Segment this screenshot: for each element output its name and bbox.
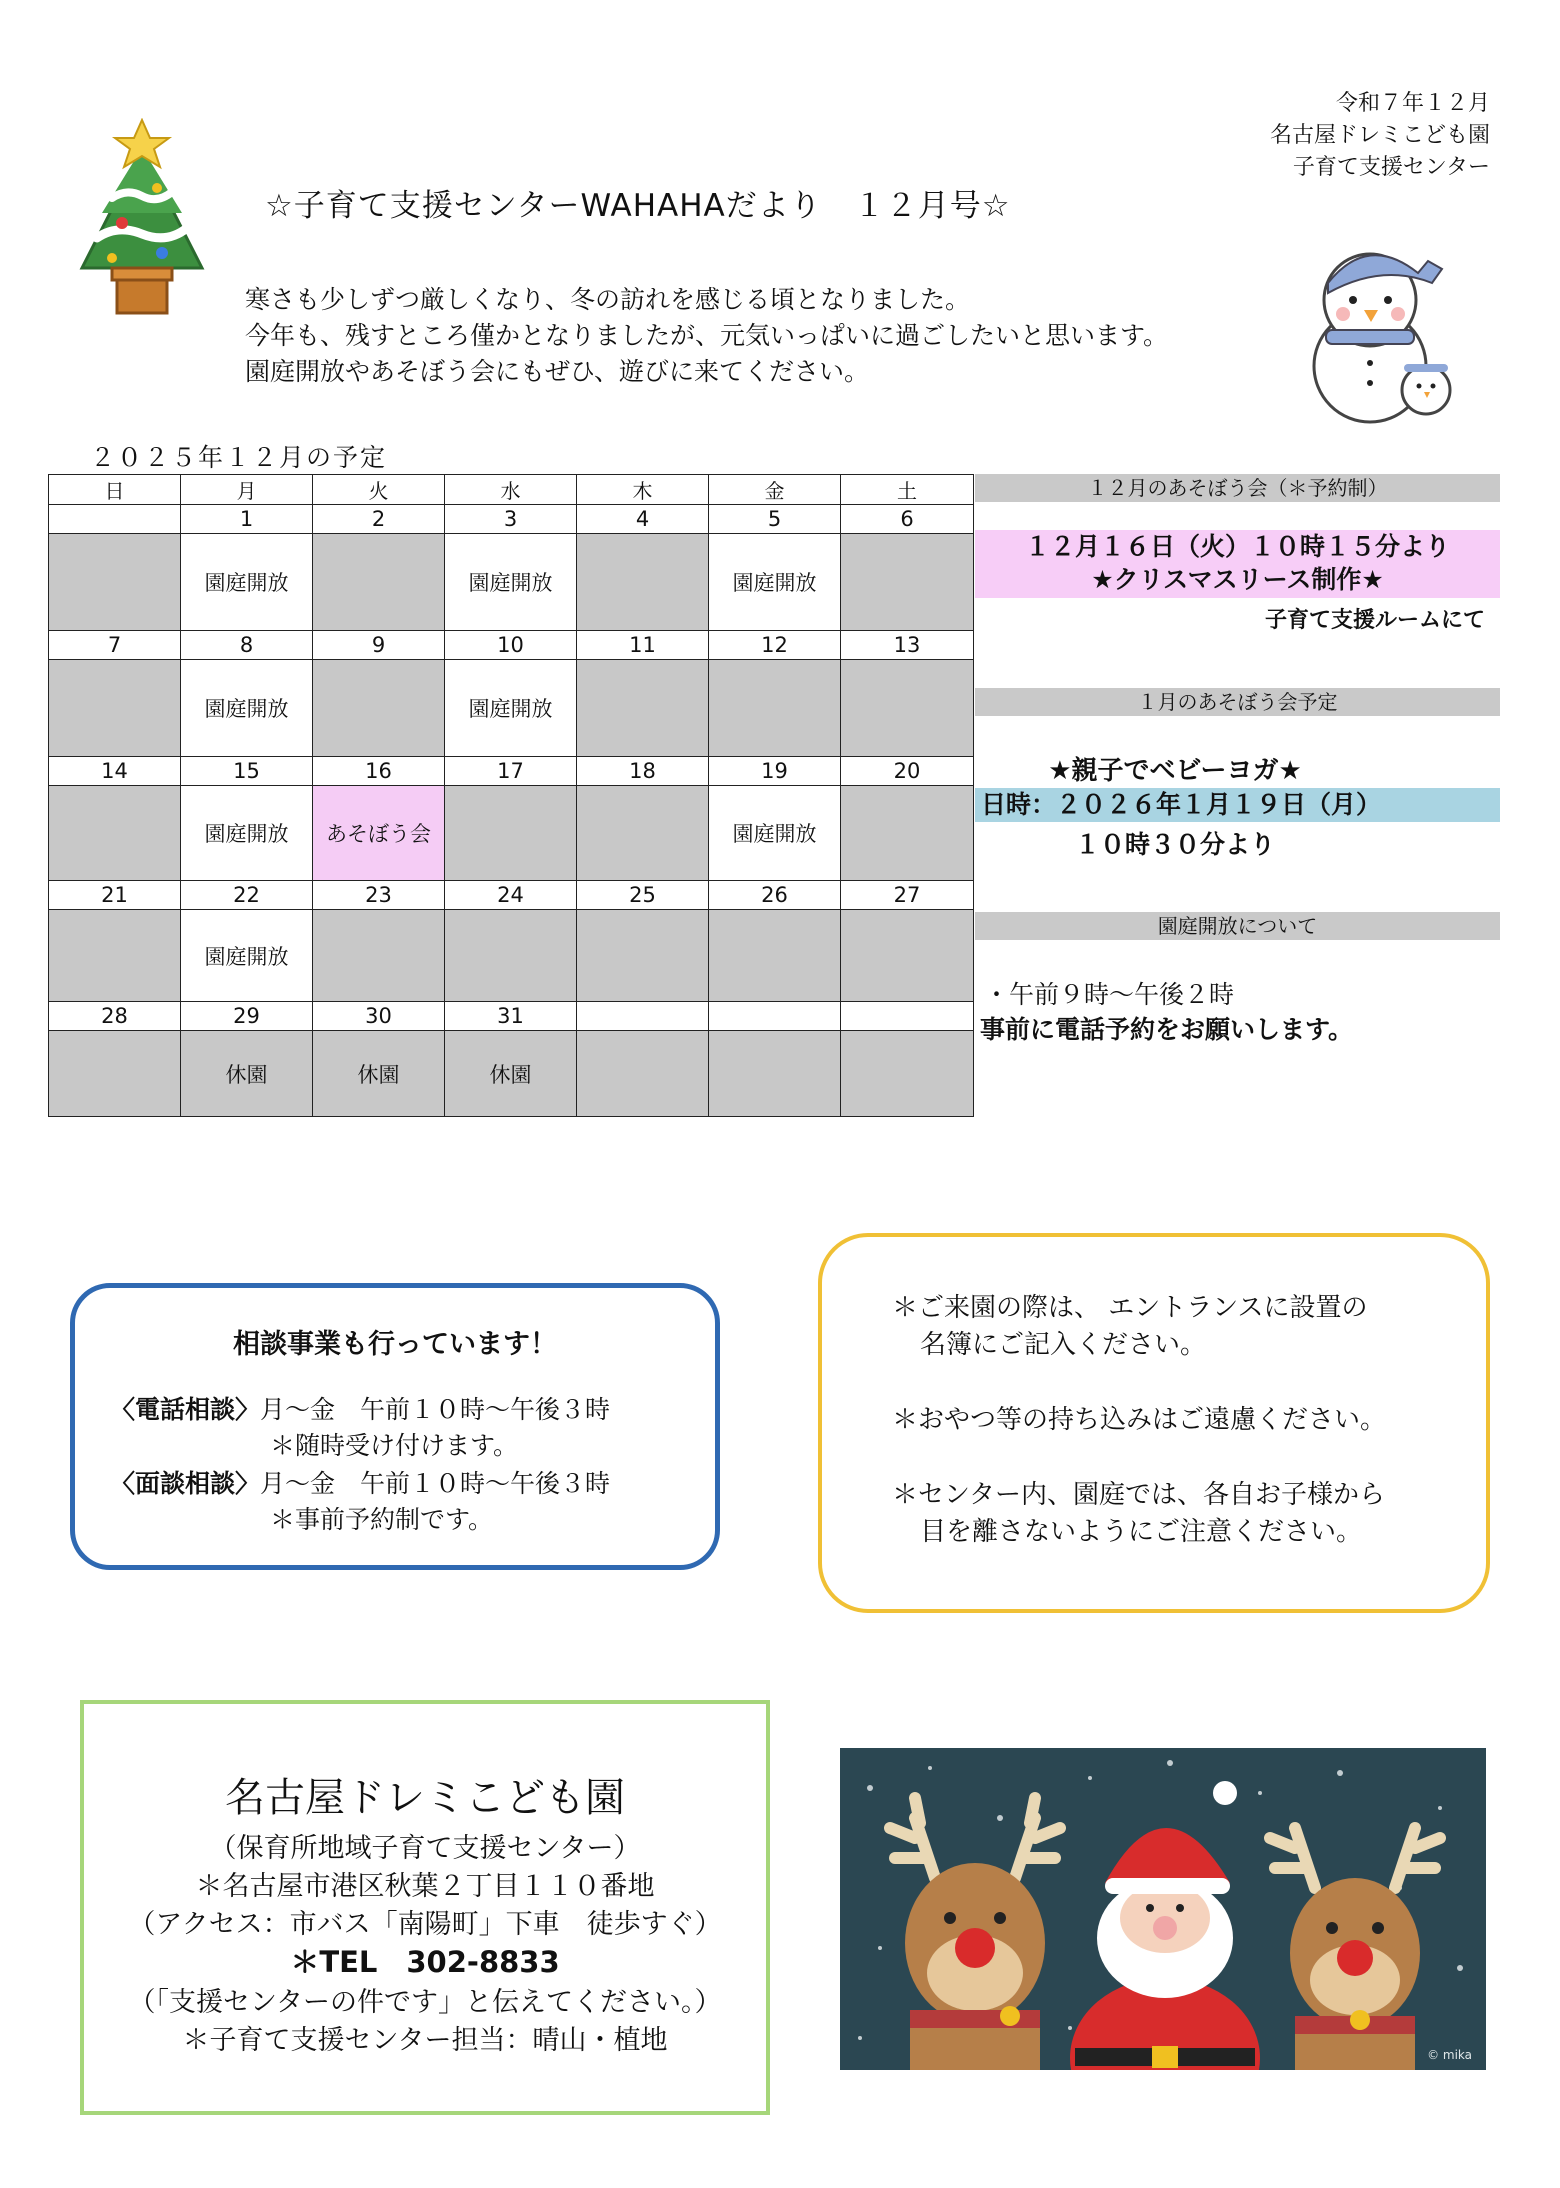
date-cell: 19: [709, 757, 841, 786]
date-cell: 6: [841, 505, 974, 534]
december-event-date: １２月１６日（火）１０時１５分より: [1024, 532, 1450, 561]
event-cell: [313, 786, 445, 881]
event-cell: [181, 534, 313, 631]
date-cell: 18: [577, 757, 709, 786]
greeting-message: [245, 282, 1168, 390]
event-row: [49, 786, 974, 881]
weekday-cell: 火: [313, 475, 445, 505]
note-line: ＊ご来園の際は、 エントランスに設置の: [892, 1293, 1368, 1323]
date-cell: 29: [181, 1002, 313, 1031]
december-event-title: ★クリスマスリース制作★: [1091, 565, 1384, 594]
date-cell: 16: [313, 757, 445, 786]
date-cell: 4: [577, 505, 709, 534]
christmas-tree-icon: [62, 118, 222, 326]
event-cell: [709, 534, 841, 631]
weekday-cell: 水: [445, 475, 577, 505]
contact-box: [80, 1700, 770, 2115]
org-name: 名古屋ドレミこども園: [1269, 123, 1490, 148]
contact-address: ＊名古屋市港区秋葉２丁目１１０番地: [195, 1871, 655, 1902]
note-line: ＊おやつ等の持ち込みはご遠慮ください。: [892, 1405, 1387, 1435]
january-event-time: １０時３０分より: [1074, 830, 1275, 859]
greeting-line: 今年も、残すところ僅かとなりましたが、元気いっぱいに過ごしたいと思います。: [245, 321, 1169, 350]
event-cell: [181, 910, 313, 1002]
event-cell: [709, 660, 841, 757]
event-cell: [841, 534, 974, 631]
date-row: [49, 631, 974, 660]
garden-open-header: 園庭開放について: [975, 912, 1500, 940]
event-label: 園庭開放: [204, 697, 289, 721]
illustration-credit: © mika: [1427, 2048, 1472, 2062]
weekday-cell: 木: [577, 475, 709, 505]
event-cell: [313, 910, 445, 1002]
date-cell: 5: [709, 505, 841, 534]
date-cell: 2: [313, 505, 445, 534]
newsletter-title: ☆子育て支援センターWAHAHAだより １２月号☆: [265, 188, 1011, 224]
phone-consult-note: ＊随時受け付けます。: [270, 1431, 519, 1460]
event-cell: [577, 910, 709, 1002]
date-cell: 3: [445, 505, 577, 534]
january-event-header: １月のあそぼう会予定: [975, 688, 1500, 716]
event-cell: [577, 660, 709, 757]
date-cell: 1: [181, 505, 313, 534]
event-cell: [709, 786, 841, 881]
date-cell: 12: [709, 631, 841, 660]
garden-open-hours: ・午前９時～午後２時: [984, 980, 1235, 1009]
event-cell: [181, 786, 313, 881]
event-cell: [577, 786, 709, 881]
date-cell: 11: [577, 631, 709, 660]
date-cell: [49, 505, 181, 534]
contact-name: 名古屋ドレミこども園: [225, 1775, 625, 1821]
note-line: 目を離さないようにご注意ください。: [920, 1517, 1363, 1547]
greeting-line: 寒さも少しずつ厳しくなり、冬の訪れを感じる頃となりました。: [245, 285, 971, 314]
event-cell: [313, 534, 445, 631]
phone-consult-label: 〈電話相談〉: [110, 1395, 261, 1424]
event-cell: [841, 1031, 974, 1117]
event-cell: [577, 1031, 709, 1117]
event-cell: [709, 910, 841, 1002]
event-label: 園庭開放: [732, 571, 817, 595]
event-cell: [49, 534, 181, 631]
phone-consult-time: 月～金 午前１０時～午後３時: [260, 1395, 611, 1424]
reindeer-santa-illustration: [840, 1748, 1486, 2070]
event-cell: [445, 1031, 577, 1117]
event-row: [49, 910, 974, 1002]
date-cell: 7: [49, 631, 181, 660]
date-cell: 24: [445, 881, 577, 910]
contact-tel-note: （「支援センターの件です」と伝えてください。）: [128, 1987, 722, 2018]
date-cell: 30: [313, 1002, 445, 1031]
date-cell: 8: [181, 631, 313, 660]
schedule-caption: ２０２５年１２月の予定: [90, 443, 388, 472]
contact-staff: ＊子育て支援センター担当：晴山・植地: [182, 2025, 668, 2056]
january-event-date: 日時：２０２６年１月１９日（月）: [975, 788, 1500, 822]
meet-consult-label: 〈面談相談〉: [110, 1469, 261, 1498]
date-cell: [577, 1002, 709, 1031]
date-cell: 28: [49, 1002, 181, 1031]
weekday-cell: 金: [709, 475, 841, 505]
event-label: 園庭開放: [732, 822, 817, 846]
date-row: [49, 757, 974, 786]
consultation-title: 相談事業も行っています！: [233, 1329, 557, 1360]
january-event-title: ★親子でベビーヨガ★: [1048, 756, 1302, 786]
event-label: 園庭開放: [204, 822, 289, 846]
event-label: 園庭開放: [468, 571, 553, 595]
phone-consult-line: [110, 1390, 610, 1426]
event-row: [49, 660, 974, 757]
event-cell: [313, 660, 445, 757]
date-cell: 26: [709, 881, 841, 910]
event-cell: [49, 910, 181, 1002]
weekday-header-row: [49, 475, 974, 505]
event-label: 休園: [357, 1062, 400, 1087]
december-calendar: [48, 474, 974, 1117]
weekday-cell: 日: [49, 475, 181, 505]
date-cell: 13: [841, 631, 974, 660]
event-cell: [445, 660, 577, 757]
center-name: 子育て支援センター: [1292, 155, 1490, 180]
issue-date: 令和７年１２月: [1335, 91, 1490, 116]
contact-access: （アクセス：市バス「南陽町」下車 徒歩すぐ）: [128, 1909, 722, 1940]
event-label: 園庭開放: [204, 944, 289, 969]
meet-consult-line: [110, 1464, 610, 1500]
event-cell: [841, 660, 974, 757]
contact-tel: ＊TEL 302-8833: [290, 1945, 560, 1979]
event-label: あそぼう会: [326, 822, 431, 846]
date-row: [49, 1002, 974, 1031]
notes-box: [818, 1233, 1490, 1613]
snowman-icon: [1308, 238, 1458, 424]
header-info: [1270, 88, 1490, 184]
meet-consult-time: 月～金 午前１０時～午後３時: [260, 1469, 611, 1498]
meet-consult-note: ＊事前予約制です。: [270, 1505, 494, 1534]
december-event-box: [975, 530, 1500, 598]
date-cell: [709, 1002, 841, 1031]
event-cell: [49, 786, 181, 881]
greeting-line: 園庭開放やあそぼう会にもぜひ、遊びに来てください。: [245, 357, 870, 386]
weekday-cell: 月: [181, 475, 313, 505]
weekday-cell: 土: [841, 475, 974, 505]
december-event-header: １２月のあそぼう会（＊予約制）: [975, 474, 1500, 502]
date-cell: 10: [445, 631, 577, 660]
date-cell: 22: [181, 881, 313, 910]
event-cell: [709, 1031, 841, 1117]
event-cell: [445, 534, 577, 631]
event-cell: [181, 1031, 313, 1117]
date-cell: 15: [181, 757, 313, 786]
reindeer-santa-icon: [840, 1748, 1486, 2070]
date-row: [49, 881, 974, 910]
date-cell: 20: [841, 757, 974, 786]
date-cell: 14: [49, 757, 181, 786]
event-cell: [181, 660, 313, 757]
event-cell: [49, 660, 181, 757]
date-cell: 21: [49, 881, 181, 910]
date-cell: 27: [841, 881, 974, 910]
date-cell: [841, 1002, 974, 1031]
date-cell: 9: [313, 631, 445, 660]
event-label: 園庭開放: [204, 571, 289, 595]
event-cell: [841, 786, 974, 881]
event-label: 休園: [225, 1062, 268, 1087]
event-label: 休園: [489, 1062, 532, 1087]
event-cell: [445, 910, 577, 1002]
december-event-place: 子育て支援ルームにて: [1264, 608, 1485, 633]
event-cell: [841, 910, 974, 1002]
date-cell: 23: [313, 881, 445, 910]
note-line: 名簿にご記入ください。: [920, 1330, 1207, 1360]
garden-open-note: 事前に電話予約をお願いします。: [980, 1015, 1354, 1044]
event-row: [49, 1031, 974, 1117]
note-line: ＊センター内、園庭では、各自お子様から: [892, 1480, 1385, 1510]
event-cell: [577, 534, 709, 631]
date-cell: 25: [577, 881, 709, 910]
contact-subtitle: （保育所地域子育て支援センター）: [209, 1833, 641, 1864]
date-cell: 31: [445, 1002, 577, 1031]
event-cell: [313, 1031, 445, 1117]
consultation-box: [70, 1283, 720, 1570]
event-cell: [49, 1031, 181, 1117]
event-cell: [445, 786, 577, 881]
event-label: 園庭開放: [468, 697, 553, 721]
event-row: [49, 534, 974, 631]
date-row: [49, 505, 974, 534]
date-cell: 17: [445, 757, 577, 786]
